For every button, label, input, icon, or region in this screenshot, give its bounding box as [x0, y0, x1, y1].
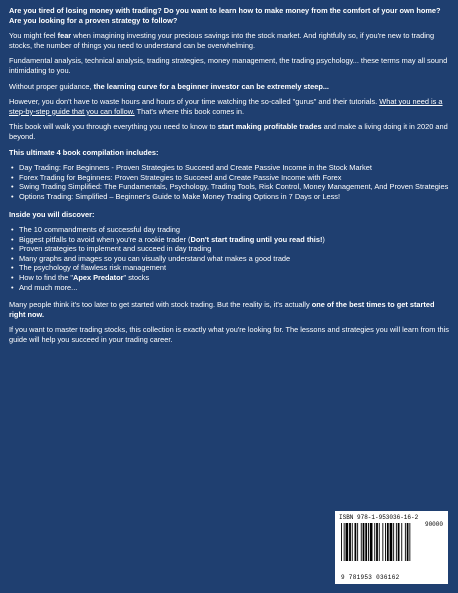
- list-item: • Proven strategies to implement and succeed in day trading: [19, 244, 449, 254]
- list-item: • Forex Trading for Beginners: Proven Strategies to Succeed and Create Passive Income with Forex: [19, 173, 449, 183]
- walkthrough-paragraph: This book will walk you through everything you need to know to start making profitable trades and make a living doing it in 2020 and beyond.: [9, 122, 448, 141]
- list-item: • And much more...: [19, 283, 449, 293]
- discover-heading: Inside you will discover:: [9, 209, 95, 219]
- barcode-number: 9 781953 036162: [341, 574, 400, 581]
- intro-questions: Are you tired of losing money with trading? Do you want to learn how to make money from the comfort of your own home? Are you looking for a proven strategy to follow?: [9, 6, 441, 25]
- barcode-bars: [339, 523, 441, 569]
- list-item: • How to find the "Apex Predator" stocks: [19, 273, 449, 283]
- fear-paragraph: You might feel fear when imagining investing your precious savings into the stock market. And rightfully so, if you're new to trading stocks, the number of things you need to understand can be overwhelming.: [9, 31, 435, 50]
- gurus-paragraph: However, you don't have to waste hours and hours of your time watching the so-called "gurus" and their tutorials. What you need is a step-by-step guide that you can follow. That's where this book comes in.: [9, 97, 443, 116]
- isbn-text: ISBN 978-1-953036-16-2: [339, 514, 419, 521]
- list-item: • Day Trading: For Beginners - Proven Strategies to Succeed and Create Passive Income in the Stock Market: [19, 163, 449, 173]
- list-item: • The psychology of flawless risk management: [19, 263, 449, 273]
- list-item: • Many graphs and images so you can visually understand what makes a good trade: [19, 254, 449, 264]
- list-item: • The 10 commandments of successful day trading: [19, 225, 449, 235]
- list-item: • Options Trading: Simplified – Beginner's Guide to Make Money Trading Options in 7 Days or Less!: [19, 192, 449, 202]
- list-item: • Biggest pitfalls to avoid when you're a rookie trader (Don't start trading until you read this!): [19, 235, 449, 245]
- reality-paragraph: Many people think it's too later to get started with stock trading. But the reality is, it's actually one of the best times to get started right now.: [9, 300, 435, 319]
- compilation-list: [9, 163, 449, 201]
- terms-paragraph: Fundamental analysis, technical analysis, trading strategies, money management, the trading psychology... these terms may all sound intimidating to you.: [9, 56, 448, 75]
- discover-list: [9, 225, 449, 292]
- guidance-paragraph: Without proper guidance, the learning curve for a beginner investor can be extremely steep...: [9, 81, 329, 91]
- closing-paragraph: If you want to master trading stocks, this collection is exactly what you're looking for. The lessons and strategies you will learn from this guide will help you succeed in your trading career.: [9, 325, 449, 345]
- price-code: 90000: [424, 521, 443, 528]
- isbn-barcode: [335, 511, 448, 584]
- compilation-heading: This ultimate 4 book compilation includes:: [9, 147, 159, 157]
- list-item: • Swing Trading Simplified: The Fundamentals, Psychology, Trading Tools, Risk Control, Money Management, And Proven Strategies: [19, 182, 449, 192]
